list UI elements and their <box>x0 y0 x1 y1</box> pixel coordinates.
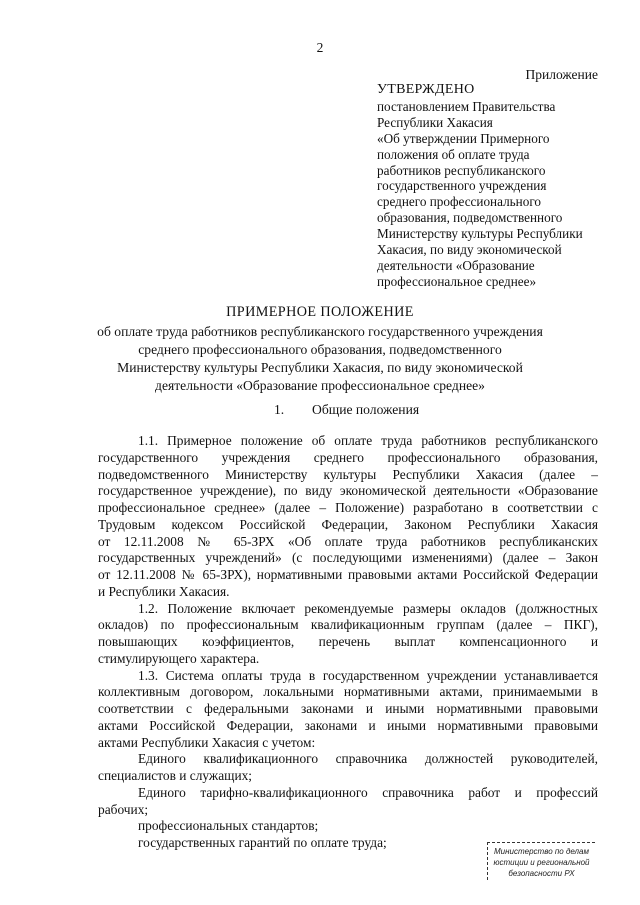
subtitle-line: об оплате труда работников республиканского государственного учреждения <box>97 324 543 339</box>
approval-line: среднего профессионального <box>377 194 541 210</box>
approval-line: профессиональное среднее» <box>377 273 537 289</box>
paragraph-line: 1.2. Положение включает рекомендуемые размеры окладов (должностных <box>138 600 598 616</box>
paragraph-line: государственных учреждений» (с последующими изменениями) (далее – Закон <box>98 550 598 566</box>
approval-line: работников республиканского <box>377 162 546 178</box>
paragraph-line: государственное учреждение), по виду экономической деятельности «Образование <box>98 483 598 499</box>
paragraph-line: повышающих коэффициентов, перечень выплат компенсационного и <box>98 634 598 649</box>
paragraph-line: Трудовым кодексом Российской Федерации, Законом Республики Хакасия <box>98 516 598 532</box>
paragraph-line: Единого тарифно-квалификационного справочника работ и профессий <box>138 784 598 800</box>
approval-line: государственного учреждения <box>377 178 547 194</box>
document-subtitle <box>0 323 640 395</box>
approval-line: положения об оплате труда <box>377 146 530 162</box>
approval-line: «Об утверждении Примерного <box>377 130 550 146</box>
paragraph-line: государственного учреждения среднего профессионального образования, <box>98 449 598 465</box>
approval-line: Хакасия, по виду экономической <box>377 242 562 258</box>
paragraph-line: подведомственного Министерству культуры Республики Хакасия (далее – <box>98 466 598 482</box>
section-number: 1. <box>274 402 285 417</box>
paragraph-line: 1.3. Система оплаты труда в государственном учреждении устанавливается <box>138 667 598 683</box>
paragraph-line: рабочих; <box>98 801 149 817</box>
section-title: Общие положения <box>312 402 420 417</box>
paragraph-line: стимулирующего характера. <box>98 650 260 666</box>
paragraph-line: окладов) по профессиональным квалификационным группам (далее – ПКГ), <box>98 617 598 633</box>
approval-line: Министерству культуры Республики <box>377 226 583 242</box>
stamp-line: безопасности РХ <box>508 869 575 878</box>
paragraph-line: актами Российской Федерации, законами и иными нормативными правовыми <box>98 717 598 733</box>
paragraph-line: от 12.11.2008 № 65-ЗРХ «Об оплате труда работников республиканских <box>98 533 598 549</box>
approved-heading: УТВЕРЖДЕНО <box>377 82 475 97</box>
approval-block <box>377 82 617 290</box>
paragraph-line: коллективным договором, локальными нормативными актами, принимаемыми в <box>98 684 598 700</box>
paragraph-line: и Республики Хакасия. <box>98 583 230 599</box>
approval-line: деятельности «Образование <box>377 257 535 273</box>
approval-line: постановлением Правительства <box>377 98 556 114</box>
paragraph-line: актами Республики Хакасия с учетом: <box>98 734 316 750</box>
paragraph-line: профессиональное среднее» (далее – Положение) разработано в соответствии с <box>98 500 598 515</box>
approval-line: Республики Хакасия <box>377 114 493 130</box>
paragraph-line: соответствии с федеральными законами и иными нормативными правовыми <box>98 701 598 716</box>
page-number: 2 <box>316 40 324 55</box>
subtitle-line: среднего профессионального образования, подведомственного <box>138 342 502 357</box>
subtitle-line: Министерству культуры Республики Хакасия, по виду экономической <box>117 360 523 375</box>
registration-stamp <box>487 842 595 880</box>
paragraph-line: Единого квалификационного справочника должностей руководителей, <box>138 751 598 767</box>
paragraph-line: специалистов и служащих; <box>98 768 253 783</box>
stamp-line: юстиции и региональной <box>493 858 590 867</box>
paragraph-line: от 12.11.2008 № 65-ЗРХ), нормативными правовыми актами Российской Федерации <box>98 567 598 582</box>
paragraph-line: 1.1. Примерное положение об оплате труда работников республиканского <box>138 433 598 448</box>
approval-line: образования, подведомственного <box>377 210 563 226</box>
subtitle-line: деятельности «Образование профессиональное среднее» <box>155 378 485 393</box>
paragraph-line: государственных гарантий по оплате труда; <box>138 835 387 850</box>
document-title: ПРИМЕРНОЕ ПОЛОЖЕНИЕ <box>226 304 414 320</box>
body-text <box>98 433 598 852</box>
paragraph-line: профессиональных стандартов; <box>138 818 319 834</box>
stamp-line: Министерство по делам <box>494 847 589 856</box>
annex-label: Приложение <box>525 67 598 82</box>
